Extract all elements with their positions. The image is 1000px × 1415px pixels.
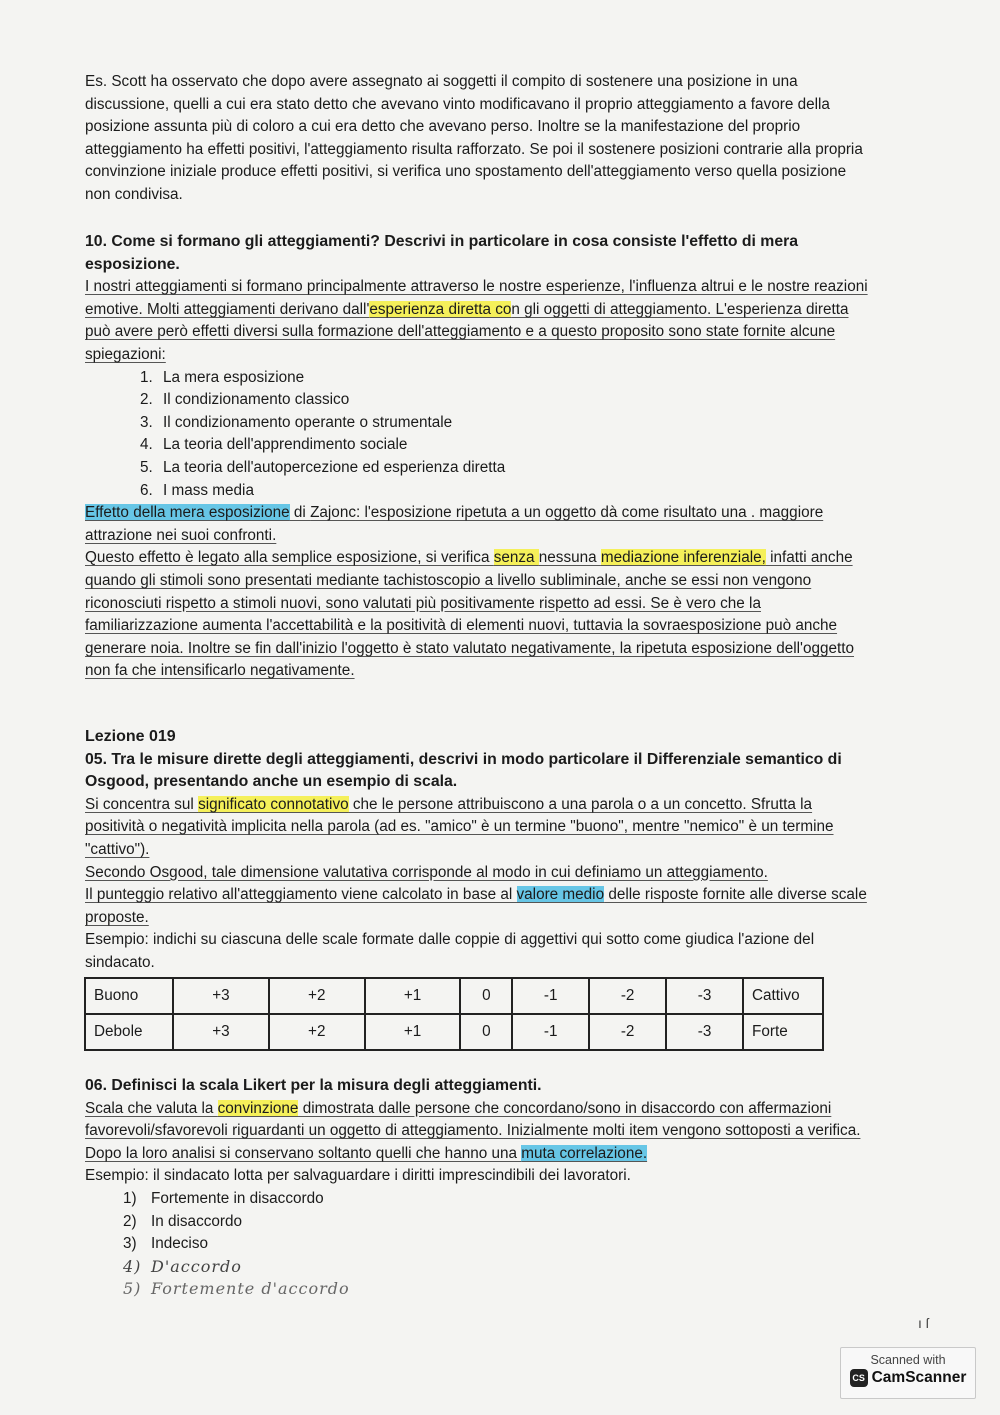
list-item <box>123 1233 875 1256</box>
intro-text: Es. Scott ha osservato che dopo avere assegnato ai soggetti il compito di sostenere una posizione in una discussione, quelli a cui era stato detto che avevano vinto modificavano il proprio atteggiamento a favore della posizione assunta più di coloro a cui era detto che avevano perso. Inoltre se la manifestazione del proprio atteggiamento ha effetti positivi, l'atteggiamento risulta rafforzato. Se poi il sostenere posizioni contrarie alla propria convinzione iniziale produce effetti positivi, si verifica uno spostamento dell'atteggiamento verso quella posizione non condivisa. <box>85 73 863 203</box>
camscanner-watermark <box>840 1347 976 1399</box>
q05-p3-text-a: Il punteggio relativo all'atteggiamento viene calcolato in base al <box>85 886 517 904</box>
q05-p1-text-a: Si concentra sul <box>85 795 199 813</box>
semantic-differential-table <box>84 977 824 1051</box>
table-cell-left: Buono <box>85 978 173 1014</box>
question-06-paragraph-1 <box>85 1098 875 1166</box>
list-item: 4. La teoria dell'apprendimento sociale <box>157 434 875 457</box>
table-cell: 0 <box>460 978 512 1014</box>
highlight-valore-medio: valore medio <box>516 886 605 904</box>
table-cell: +2 <box>269 978 365 1014</box>
q10-p2-text-b: : l'esposizione ripetuta a un oggetto dà come risultato una . maggiore attrazione nei suoi confronti. <box>85 504 824 544</box>
question-05-paragraph-3 <box>85 884 875 929</box>
handwritten-item <box>123 1256 875 1279</box>
question-05-section <box>85 726 875 975</box>
intro-paragraph <box>85 71 875 207</box>
list-number: 1) <box>123 1189 137 1207</box>
list-text: In disaccordo <box>151 1212 242 1230</box>
table-cell: -3 <box>666 1014 743 1050</box>
circled-name-zajonc: Zajonc <box>310 504 356 522</box>
q10-p3-text-a: Questo effetto è legato alla semplice esposizione, si verifica <box>85 549 494 567</box>
explanations-list <box>85 367 875 503</box>
question-05-paragraph-4: Esempio: indichi su ciascuna delle scale formate dalle coppie di aggettivi qui sotto come giudica l'azione del sindacato. <box>85 931 815 971</box>
question-05-paragraph-1 <box>85 794 875 862</box>
question-06-paragraph-2: Esempio: il sindacato lotta per salvaguardare i diritti imprescindibili dei lavoratori. <box>85 1167 631 1185</box>
highlight-convinzione: convinzione <box>217 1099 299 1117</box>
table-cell-right: Cattivo <box>743 978 823 1014</box>
list-text: Fortemente in disaccordo <box>151 1189 324 1207</box>
list-number: 5) <box>123 1279 142 1299</box>
question-10-paragraph-1 <box>85 276 875 366</box>
q06-p1-text-b: dimostrata dalle persone che concordano/sono in disaccordo con affermazioni favorevoli/sfavorevoli riguardanti un oggetto di atteggiamento. Inizialmente molti item vengono sottoposti a verifica. Dopo la loro analisi si conservano soltanto quelli che hanno una <box>85 1099 861 1162</box>
list-item: 1. La mera esposizione <box>157 367 875 390</box>
table-cell: +2 <box>269 1014 365 1050</box>
likert-options-list <box>85 1188 875 1301</box>
list-item <box>123 1188 875 1211</box>
watermark-brand <box>841 1369 975 1387</box>
table-cell: -2 <box>589 1014 666 1050</box>
question-10-title: 10. Come si formano gli atteggiamenti? Descrivi in particolare in cosa consiste l'effetto di mera esposizione. <box>85 233 799 273</box>
handwritten-item <box>123 1278 875 1301</box>
table-cell: -1 <box>512 978 589 1014</box>
handwritten-corner-mark: ı ſ <box>918 1315 929 1331</box>
list-item: 3. Il condizionamento operante o strumentale <box>157 412 875 435</box>
table-cell: +1 <box>365 978 461 1014</box>
table-cell: -3 <box>666 978 743 1014</box>
question-10-section <box>85 231 875 683</box>
table-cell: +3 <box>173 978 269 1014</box>
list-item: 5. La teoria dell'autopercezione ed esperienza diretta <box>157 457 875 480</box>
highlight-effetto-mera-esposizione: Effetto della mera esposizione <box>85 504 290 522</box>
table-row <box>85 978 823 1014</box>
question-05-paragraph-2: Secondo Osgood, tale dimensione valutativa corrisponde al modo in cui definiamo un atteggiamento. <box>85 863 768 881</box>
question-06-title: 06. Definisci la scala Likert per la misura degli atteggiamenti. <box>85 1077 542 1094</box>
list-text: Fortemente d'accordo <box>151 1279 350 1299</box>
table-cell: +3 <box>173 1014 269 1050</box>
list-item: 2. Il condizionamento classico <box>157 389 875 412</box>
watermark-caption: Scanned with <box>870 1353 946 1367</box>
table-cell: -2 <box>589 978 666 1014</box>
list-text: Indeciso <box>151 1235 208 1253</box>
camscanner-logo-icon: CS <box>850 1369 868 1387</box>
highlight-mediazione-inferenziale: mediazione inferenziale, <box>600 549 766 567</box>
q05-p1-text-b: che le persone attribuiscono a una parola o a un concetto. Sfrutta la positività o negatività implicita nella parola (ad es. "amico" è un termine "buono", mentre "nemico" è un termine "cattivo"). <box>85 795 834 858</box>
list-item <box>123 1211 875 1234</box>
question-10-paragraph-3 <box>85 547 875 683</box>
question-06-section <box>85 1075 875 1301</box>
q10-p1-text-b: n gli oggetti di atteggiamento. L'esperienza diretta può avere però effetti diversi sulla formazione dell'atteggiamento e a questo proposito sono state fornite alcune spiegazioni: <box>85 300 849 363</box>
q10-p2-text-a: di <box>289 504 311 522</box>
highlight-muta-correlazione: muta correlazione. <box>521 1144 648 1162</box>
q10-p3-text-b: nessuna <box>538 549 601 567</box>
list-number: 4) <box>123 1256 142 1276</box>
question-10-paragraph-2 <box>85 502 875 547</box>
table-cell-right: Forte <box>743 1014 823 1050</box>
list-number: 3) <box>123 1235 137 1253</box>
list-number: 2) <box>123 1212 137 1230</box>
highlight-senza: senza <box>493 549 539 567</box>
watermark-name: CamScanner <box>871 1369 967 1386</box>
table-row <box>85 1014 823 1050</box>
q10-p1-text-a: I nostri atteggiamenti si formano principalmente attraverso le nostre esperienze, l'influenza altrui e le nostre reazioni emotive. Molti atteggiamenti derivano dall' <box>85 278 868 318</box>
lesson-title: Lezione 019 <box>85 728 176 745</box>
q06-p1-text-a: Scala che valuta la <box>85 1099 218 1117</box>
table-cell-left: Debole <box>85 1014 173 1050</box>
list-item: 6. I mass media <box>157 480 875 503</box>
highlight-esperienza-diretta: esperienza diretta co <box>369 300 512 318</box>
question-05-title: 05. Tra le misure dirette degli atteggiamenti, descrivi in modo particolare il Differenziale semantico di Osgood, presentando anche un esempio di scala. <box>85 750 842 791</box>
q05-p3-text-b: delle risposte fornite alle diverse scale proposte. <box>85 886 867 926</box>
table-cell: +1 <box>365 1014 461 1050</box>
highlight-significato-connotativo: significato connotativo <box>198 795 349 813</box>
table-cell: 0 <box>460 1014 512 1050</box>
list-text: D'accordo <box>151 1256 242 1276</box>
table-cell: -1 <box>512 1014 589 1050</box>
q10-p3-text-c: infatti anche quando gli stimoli sono presentati mediante tachistoscopio a livello subliminale, anche se essi non vengono riconosciuti rispetto a stimoli nuovi, sono valutati più positivamente rispetto ad essi. Se è vero che la familiarizzazione aumenta l'accettabilità e la positività di elementi nuovi, tuttavia la sovraesposizione può anche generare noia. Inoltre se fin dall'inizio l'oggetto è stato valutato negativamente, la ripetuta esposizione dell'oggetto non fa che intensificarlo negativamente. <box>85 549 855 680</box>
